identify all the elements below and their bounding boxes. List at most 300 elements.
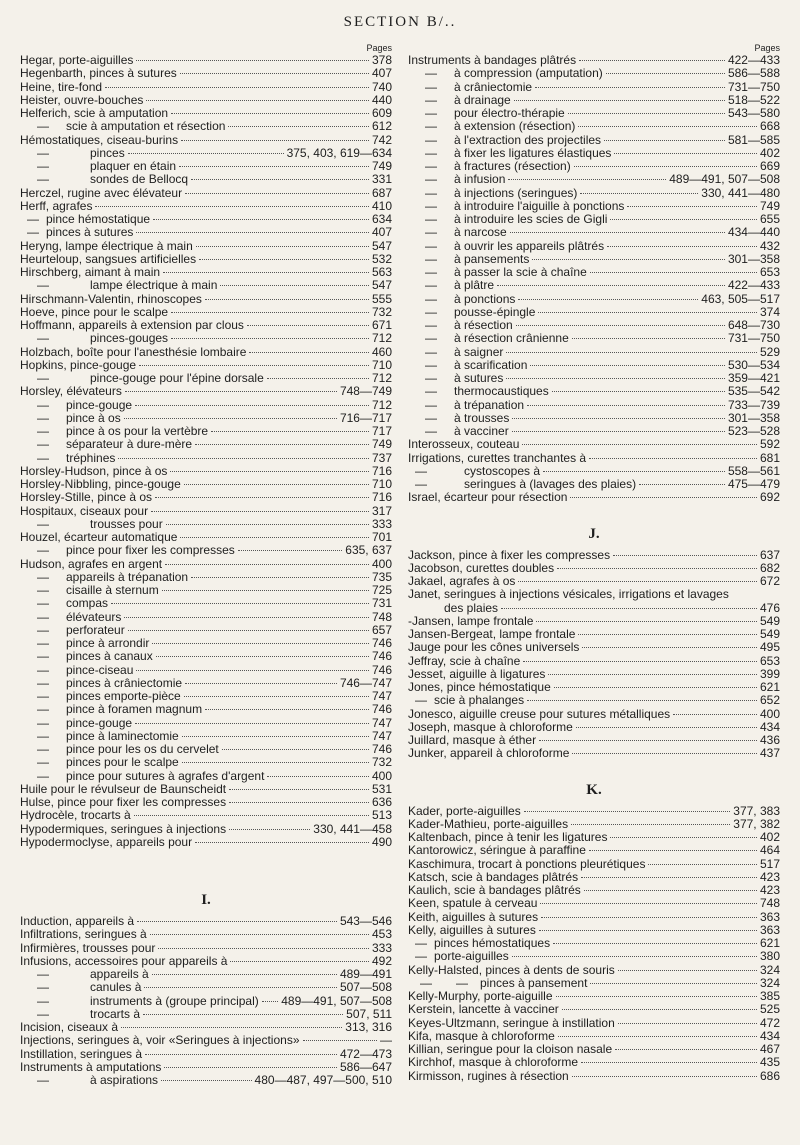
- entry-pages: 653: [759, 266, 780, 279]
- entry-pages: 731: [371, 597, 392, 611]
- entry-pages: 495: [759, 641, 780, 655]
- entry-label: Junker, appareil à chloroforme: [408, 747, 570, 761]
- entry-label: Instruments à amputations: [20, 1060, 162, 1074]
- dot-leader: [181, 139, 369, 141]
- dot-leader: [610, 218, 757, 220]
- entry-label: Jesset, aiguille à ligatures: [408, 667, 546, 681]
- index-entry: [20, 319, 392, 332]
- entry-pages: 549: [759, 614, 780, 628]
- dot-leader: [506, 351, 757, 353]
- repeat-dash: —: [415, 694, 427, 708]
- entry-pages: 434: [759, 1029, 780, 1043]
- dot-leader: [518, 580, 757, 582]
- repeat-dash: —: [425, 411, 437, 425]
- index-entry: [20, 107, 392, 120]
- section-header: SECTION B/..: [343, 14, 457, 30]
- entry-label: Kaulich, scie à bandages plâtrés: [408, 884, 581, 897]
- index-entry: [408, 950, 780, 963]
- entry-label: Hypodermiques, seringues à injections: [20, 822, 227, 836]
- index-entry: [408, 399, 780, 412]
- dot-leader: [539, 739, 757, 741]
- index-entry: [20, 332, 392, 345]
- entry-label: Hopkins, pince-gouge: [20, 358, 137, 372]
- index-entry: [408, 266, 780, 279]
- dot-leader: [590, 982, 757, 984]
- index-entry: [408, 372, 780, 385]
- repeat-dash: —: [425, 67, 437, 81]
- entry-label: Incision, ciseaux à: [20, 1021, 119, 1034]
- entry-label: pince à os pour la vertèbre: [66, 425, 209, 438]
- index-entry: [408, 884, 780, 897]
- dot-leader: [196, 245, 369, 247]
- repeat-dash: —: [37, 544, 49, 558]
- entry-label: Hydrocèle, trocarts à: [20, 809, 131, 823]
- entry-label: pinces à sutures: [46, 226, 134, 240]
- entry-label: Horsley, élévateurs: [20, 385, 122, 399]
- entry-pages: 609: [371, 107, 392, 120]
- entry-label: Jeffray, scie à chaîne: [408, 654, 521, 668]
- entry-pages: 686: [759, 1069, 780, 1083]
- entry-label: trousses pour: [90, 517, 163, 531]
- dot-leader: [543, 470, 725, 472]
- entry-pages: 657: [371, 623, 392, 637]
- entry-pages: 472—473: [339, 1047, 392, 1061]
- entry-pages: 717: [371, 425, 392, 438]
- dot-leader: [618, 969, 757, 971]
- entry-label: pinces: [90, 146, 125, 160]
- index-entry: [20, 385, 392, 398]
- repeat-dash: —: [425, 319, 437, 332]
- index-entry: [20, 213, 392, 226]
- dot-leader: [548, 673, 757, 675]
- entry-label: Killian, seringue pour la cloison nasale: [408, 1043, 613, 1056]
- entry-label: pinces à crâniectomie: [66, 676, 183, 690]
- entry-pages: 746: [371, 637, 392, 650]
- entry-pages: 634: [371, 213, 392, 226]
- repeat-dash: —: [37, 716, 49, 730]
- entry-label: à sutures: [454, 372, 504, 385]
- entry-label: des plaies: [444, 601, 499, 615]
- repeat-dash: —: [37, 279, 49, 293]
- entry-pages: 748—749: [339, 385, 392, 399]
- entry-pages: 621: [759, 937, 780, 950]
- index-entry: [408, 1017, 780, 1030]
- repeat-dash: —: [425, 213, 437, 226]
- right-column: [408, 42, 780, 1137]
- entry-label: scie à amputation et résection: [66, 120, 226, 134]
- index-entry: [20, 54, 392, 67]
- repeat-dash: —: [425, 239, 437, 253]
- index-entry: [20, 968, 392, 981]
- repeat-dash: —: [415, 937, 427, 950]
- dot-leader: [182, 761, 369, 763]
- entry-pages: 407: [371, 226, 392, 240]
- entry-pages: 378: [371, 54, 392, 67]
- index-entry: [20, 703, 392, 716]
- dot-leader: [614, 152, 757, 154]
- index-entry: [20, 200, 392, 213]
- index-entry: [408, 160, 780, 173]
- entry-pages: 317: [371, 504, 392, 518]
- repeat-dash: —: [425, 252, 437, 266]
- entry-label: Induction, appareils à: [20, 915, 135, 928]
- entry-label: Heister, ouvre-bouches: [20, 93, 144, 107]
- index-entry: [20, 558, 392, 571]
- entry-pages: 747: [371, 716, 392, 730]
- entry-label: élévateurs: [66, 610, 122, 624]
- dot-leader: [639, 483, 725, 485]
- entry-pages: 733—739: [727, 398, 780, 412]
- repeat-dash: —: [37, 968, 49, 981]
- repeat-dash: —: [37, 584, 49, 597]
- dot-leader: [228, 125, 369, 127]
- entry-label: pinces à pansement: [480, 976, 588, 990]
- entry-pages: 653: [759, 654, 780, 668]
- entry-label: à plâtre: [454, 279, 495, 293]
- entry-pages: 525: [759, 1003, 780, 1017]
- repeat-dash: —: [37, 597, 49, 611]
- entry-pages: 692: [759, 491, 780, 505]
- entry-label: Infirmières, trousses pour: [20, 941, 156, 955]
- index-entry: [20, 717, 392, 730]
- dot-leader: [146, 99, 369, 101]
- entry-pages: 621: [759, 681, 780, 694]
- index-entry: [408, 588, 780, 601]
- repeat-dash: —: [27, 213, 39, 226]
- repeat-dash: —: [425, 173, 437, 187]
- index-entry: [408, 924, 780, 937]
- entry-pages: 746: [371, 743, 392, 756]
- entry-pages: 513: [371, 809, 392, 823]
- entry-label: instruments à (groupe principal): [90, 994, 259, 1008]
- dot-leader: [152, 973, 337, 975]
- entry-pages: 435: [759, 1056, 780, 1070]
- index-entry: [20, 942, 392, 955]
- index-entry: [20, 796, 392, 809]
- repeat-dash: —: [37, 981, 49, 995]
- index-entry: [408, 818, 780, 831]
- index-entry: [20, 1074, 392, 1087]
- entry-pages: 671: [371, 319, 392, 332]
- index-entry: [20, 425, 392, 438]
- repeat-dash: —: [37, 570, 49, 584]
- dot-leader: [158, 947, 369, 949]
- entry-label: pousse-épingle: [454, 305, 536, 319]
- index-entry: [20, 836, 392, 849]
- dot-leader: [627, 205, 757, 207]
- entry-pages: 655: [759, 213, 780, 226]
- dot-leader: [570, 496, 757, 498]
- index-entry: [20, 915, 392, 928]
- dot-leader: [118, 457, 369, 459]
- section-letter-heading: J.: [588, 525, 600, 542]
- entry-pages: 586—647: [339, 1060, 392, 1074]
- index-entry: [20, 690, 392, 703]
- entry-label: Kaltenbach, pince à tenir les ligatures: [408, 831, 608, 844]
- entry-label: appareils à: [90, 968, 149, 981]
- dot-leader: [574, 165, 757, 167]
- entry-pages: 672: [759, 575, 780, 588]
- entry-pages: 507—508: [339, 981, 392, 995]
- entry-pages: 301—358: [727, 252, 780, 266]
- entry-pages: 423: [759, 884, 780, 897]
- entry-pages: 324: [759, 963, 780, 977]
- repeat-dash: —: [425, 305, 437, 319]
- index-entry: [408, 721, 780, 734]
- entry-pages: 716: [371, 464, 392, 478]
- entry-pages: 301—358: [727, 411, 780, 425]
- index-entry: [20, 584, 392, 597]
- entry-label: thermocaustiques: [454, 385, 549, 399]
- entry-label: Kader-Mathieu, porte-aiguilles: [408, 817, 569, 831]
- entry-label: à ponctions: [454, 292, 516, 306]
- repeat-dash: —: [37, 729, 49, 743]
- dot-leader: [558, 1035, 757, 1037]
- index-entry: [408, 425, 780, 438]
- entry-label: pinces-gouges: [90, 332, 169, 346]
- index-entry: [408, 491, 780, 504]
- entry-pages: 636: [371, 796, 392, 809]
- entry-label: à introduire les scies de Gigli: [454, 213, 608, 226]
- entry-pages: 716: [371, 491, 392, 505]
- index-entry: [408, 628, 780, 641]
- index-entry: [408, 937, 780, 950]
- dot-leader: [162, 589, 369, 591]
- dot-leader: [590, 271, 757, 273]
- entry-label: à injections (seringues): [454, 186, 578, 200]
- entry-pages: 402: [759, 146, 780, 160]
- entry-label: Hirschmann-Valentin, rhinoscopes: [20, 292, 202, 306]
- dot-leader: [535, 86, 725, 88]
- entry-label: à saigner: [454, 345, 504, 359]
- entry-label: -Jansen, lampe frontale: [408, 614, 534, 628]
- entry-label: seringues à (lavages des plaies): [464, 478, 637, 491]
- dot-leader: [536, 620, 757, 622]
- entry-label: scie à phalanges: [434, 694, 525, 708]
- repeat-dash: —: [37, 690, 49, 703]
- entry-pages: 324: [759, 976, 780, 990]
- entry-pages: 377, 382: [733, 817, 780, 831]
- entry-pages: 374: [759, 305, 780, 319]
- index-entry: [20, 1008, 392, 1021]
- repeat-dash: —: [425, 398, 437, 412]
- dot-leader: [164, 1066, 337, 1068]
- repeat-dash: —: [37, 769, 49, 783]
- pages-column-header: Pages: [754, 43, 780, 53]
- dot-leader: [527, 404, 725, 406]
- dot-leader: [182, 735, 369, 737]
- dot-leader: [195, 841, 369, 843]
- entry-pages: 492: [371, 954, 392, 968]
- entry-pages: 547: [371, 279, 392, 293]
- index-entry: [20, 240, 392, 253]
- index-entry: [408, 668, 780, 681]
- entry-label: Hulse, pince pour fixer les compresses: [20, 796, 227, 809]
- repeat-dash: —: [425, 80, 437, 94]
- dot-leader: [128, 152, 284, 154]
- dot-leader: [615, 1048, 757, 1050]
- dot-leader: [613, 554, 757, 556]
- entry-pages: 472: [759, 1016, 780, 1030]
- index-entry: [408, 279, 780, 292]
- entry-label: Kelly-Murphy, porte-aiguille: [408, 990, 553, 1003]
- index-entry: [408, 911, 780, 924]
- dot-leader: [568, 112, 725, 114]
- index-entry: [408, 67, 780, 80]
- entry-label: Holzbach, boîte pour l'anesthésie lombaire: [20, 345, 247, 359]
- entry-pages: 731—750: [727, 80, 780, 94]
- repeat-dash: —: [37, 756, 49, 770]
- section-gap: [408, 505, 780, 519]
- entry-pages: 467: [759, 1043, 780, 1056]
- entry-label: Irrigations, curettes tranchantes à: [408, 451, 587, 465]
- dot-leader: [512, 955, 757, 957]
- index-entry: [20, 995, 392, 1008]
- entry-label: pince-gouge: [66, 398, 133, 412]
- entry-pages: 434—440: [727, 226, 780, 240]
- entry-label: Keyes-Ultzmann, seringue à instillation: [408, 1016, 615, 1030]
- index-entry: [408, 438, 780, 451]
- dot-leader: [506, 377, 725, 379]
- entry-label: Horsley-Nibbling, pince-gouge: [20, 478, 181, 491]
- entry-label: pinces emporte-pièce: [66, 690, 181, 703]
- index-entry: [20, 226, 392, 239]
- dot-leader: [135, 404, 369, 406]
- repeat-dash: —: [37, 703, 49, 717]
- dot-leader: [195, 443, 369, 445]
- entry-pages: 712: [371, 398, 392, 412]
- entry-label: Infusions, accessoires pour appareils à: [20, 954, 228, 968]
- entry-label: Kerstein, lancette à vacciner: [408, 1003, 559, 1017]
- index-entry: [20, 253, 392, 266]
- entry-label: pinces pour le scalpe: [66, 756, 179, 770]
- entry-pages: 410: [371, 199, 392, 213]
- index-entry: [408, 897, 780, 910]
- entry-pages: 453: [371, 928, 392, 942]
- entry-pages: 742: [371, 133, 392, 147]
- repeat-dash: —: [425, 345, 437, 359]
- entry-pages: 402: [759, 831, 780, 844]
- entry-pages: 749: [371, 438, 392, 452]
- entry-pages: 507, 511: [346, 1007, 392, 1021]
- index-entry: [20, 518, 392, 531]
- entry-label: Kelly, aiguilles à sutures: [408, 923, 536, 937]
- dot-leader: [171, 311, 369, 313]
- repeat-dash-double: [408, 977, 480, 990]
- dot-leader: [673, 713, 757, 715]
- index-entry: [20, 544, 392, 557]
- dot-leader: [512, 430, 725, 432]
- dot-leader: [222, 748, 369, 750]
- entry-label: tréphines: [66, 451, 116, 465]
- index-entry: [408, 562, 780, 575]
- index-entry: [20, 955, 392, 968]
- index-entry: [408, 226, 780, 239]
- entry-label: Jauge pour les cônes universels: [408, 641, 580, 655]
- dot-leader: [303, 1039, 378, 1041]
- entry-pages: 333: [371, 517, 392, 531]
- dot-leader: [191, 178, 369, 180]
- index-entry: [408, 681, 780, 694]
- dot-leader: [249, 351, 369, 353]
- dot-leader: [648, 863, 757, 865]
- entry-pages: 518—522: [727, 93, 780, 107]
- index-entry: [20, 505, 392, 518]
- index-entry: [20, 465, 392, 478]
- dot-leader: [572, 752, 757, 754]
- repeat-dash: —: [37, 994, 49, 1008]
- dot-leader: [152, 642, 369, 644]
- dot-leader: [541, 916, 757, 918]
- index-entry: [408, 213, 780, 226]
- index-entry: [20, 981, 392, 994]
- index-entry: [20, 266, 392, 279]
- entry-label: Kirchhof, masque à chloroforme: [408, 1056, 579, 1070]
- entry-pages: 407: [371, 67, 392, 81]
- index-entry: [408, 990, 780, 1003]
- entry-label: Kifa, masque à chloroforme: [408, 1029, 555, 1043]
- entry-pages: 746: [371, 663, 392, 677]
- entry-pages: 746—747: [339, 676, 392, 690]
- dot-leader: [205, 708, 369, 710]
- dot-leader: [578, 633, 757, 635]
- entry-label: porte-aiguilles: [434, 950, 509, 964]
- entry-label: Jonesco, aiguille creuse pour sutures métalliques: [408, 707, 671, 721]
- entry-label: pince à os: [66, 411, 121, 425]
- dot-leader: [180, 72, 369, 74]
- dot-leader: [143, 1013, 343, 1015]
- entry-pages: 746: [371, 650, 392, 664]
- index-entry: [408, 107, 780, 120]
- index-entry: [20, 597, 392, 610]
- entry-pages: 558—561: [727, 464, 780, 478]
- entry-pages: 436: [759, 734, 780, 747]
- repeat-dash: —: [27, 226, 39, 240]
- entry-label: Hoffmann, appareils à extension par clous: [20, 319, 244, 332]
- repeat-dash: —: [37, 146, 49, 160]
- dot-leader: [165, 563, 369, 565]
- repeat-dash: —: [425, 332, 437, 346]
- dot-leader: [105, 86, 369, 88]
- entry-pages: 531: [371, 782, 392, 796]
- entry-pages: 385: [759, 990, 780, 1003]
- entry-pages: 532: [371, 252, 392, 266]
- entry-pages: 440: [371, 93, 392, 107]
- dot-leader: [571, 823, 730, 825]
- entry-label: à fixer les ligatures élastiques: [454, 146, 612, 160]
- entry-pages: 434: [759, 720, 780, 734]
- dot-leader: [180, 536, 369, 538]
- repeat-dash: —: [37, 438, 49, 452]
- repeat-dash: —: [37, 517, 49, 531]
- entry-pages: 668: [759, 120, 780, 134]
- dot-leader: [604, 139, 725, 141]
- entry-pages: 731—750: [727, 332, 780, 346]
- entry-pages: 581—585: [727, 133, 780, 147]
- entry-pages: 748: [371, 610, 392, 624]
- dot-leader: [512, 417, 725, 419]
- entry-label: cisaille à sternum: [66, 584, 159, 597]
- entry-pages: 422—433: [727, 279, 780, 293]
- entry-label: à fractures (résection): [454, 160, 571, 173]
- repeat-dash: —: [37, 398, 49, 412]
- entry-pages: 716—717: [339, 411, 392, 425]
- entry-pages: 543—546: [339, 915, 392, 928]
- dot-leader: [124, 616, 369, 618]
- dot-leader: [179, 165, 369, 167]
- index-entry: [408, 293, 780, 306]
- entry-label: pince à foramen magnum: [66, 703, 203, 717]
